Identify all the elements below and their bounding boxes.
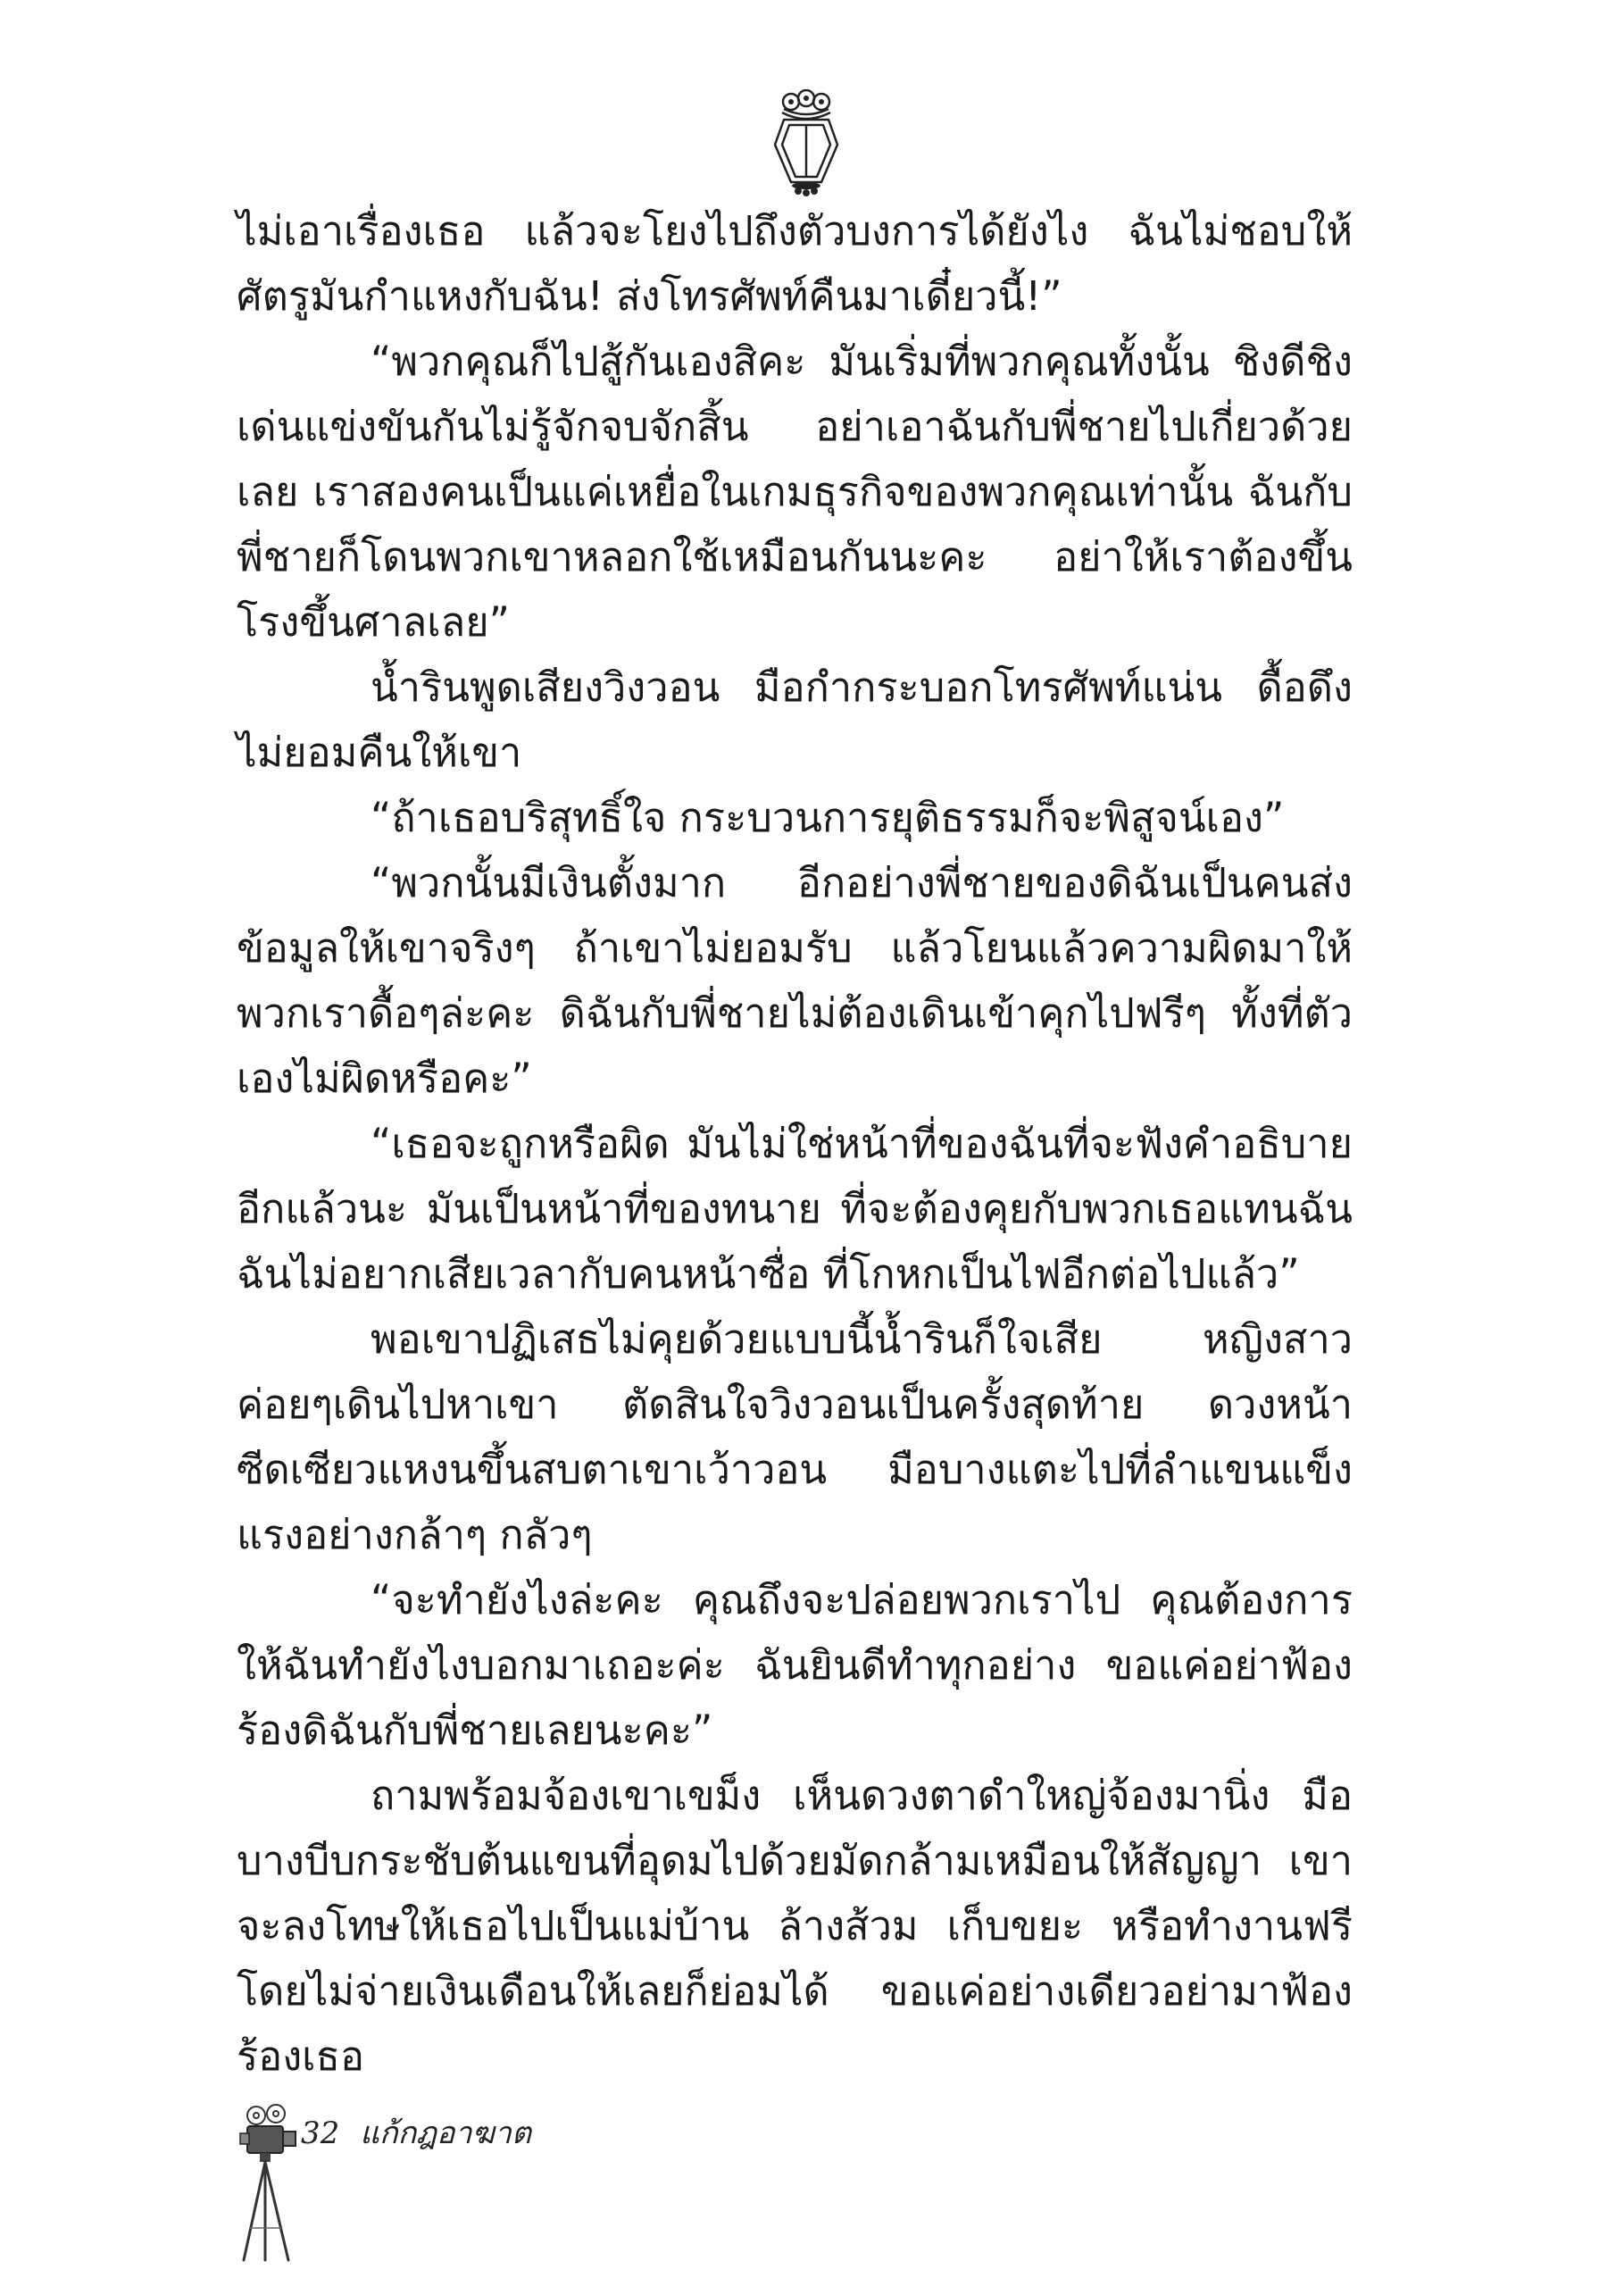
page-number: 32 bbox=[301, 2115, 340, 2151]
lantern-ornament-icon bbox=[757, 89, 855, 196]
paragraph: “ถ้าเธอบริสุทธิ์ใจ กระบวนการยุติธรรมก็จะพิสูจน์เอง” bbox=[371, 794, 1285, 841]
book-title: แก้กฎอาฆาต bbox=[360, 2115, 531, 2151]
paragraph: “เธอจะถูกหรือผิด มันไม่ใช่หน้าที่ของฉันที่จะฟังคำอธิบายอีกแล้วนะ มันเป็นหน้าที่ของทนาย ที่จะต้องคุยกับพวกเธอแทนฉันฉันไม่อยากเสียเวลากับคนหน้าซื่อ ที่โกหกเป็นไฟอีกต่อไปแล้ว” bbox=[237, 1120, 1353, 1298]
paragraph: พอเขาปฏิเสธไม่คุยด้วยแบบนี้น้ำรินก็ใจเสีย หญิงสาวค่อยๆเดินไปหาเขา ตัดสินใจวิงวอนเป็นครั้งสุดท้าย ดวงหน้าซีดเซียวแหงนขึ้นสบตาเขาเว้าวอน มือบางแตะไปที่ลำแขนแข็งแรงอย่างกล้าๆ กลัวๆ bbox=[237, 1315, 1353, 1558]
page-footer bbox=[237, 2103, 594, 2264]
footer-text bbox=[301, 2115, 531, 2151]
paragraph: น้ำรินพูดเสียงวิงวอน มือกำกระบอกโทรศัพท์แน่น ดื้อดึงไม่ยอมคืนให้เขา bbox=[237, 663, 1353, 776]
paragraph: “พวกนั้นมีเงินตั้งมาก อีกอย่างพี่ชายของดิฉันเป็นคนส่งข้อมูลให้เขาจริงๆ ถ้าเขาไม่ยอมรับ แล้วโยนแล้วความผิดมาให้พวกเราดื้อๆล่ะคะ ดิฉันกับพี่ชายไม่ต้องเดินเข้าคุกไปฟรีๆ ทั้งที่ตัวเองไม่ผิดหรือคะ” bbox=[237, 859, 1353, 1102]
paragraph: ไม่เอาเรื่องเธอ แล้วจะโยงไปถึงตัวบงการได้ยังไง ฉันไม่ชอบให้ศัตรูมันกำแหงกับฉัน! ส่งโทรศัพท์คืนมาเดี๋ยวนี้!” bbox=[237, 207, 1353, 320]
film-camera-tripod-icon bbox=[237, 2103, 299, 2264]
paragraph: ถามพร้อมจ้องเขาเขม็ง เห็นดวงตาดำใหญ่จ้องมานิ่ง มือบางบีบกระชับต้นแขนที่อุดมไปด้วยมัดกล้ามเหมือนให้สัญญา เขาจะลงโทษให้เธอไปเป็นแม่บ้าน ล้างส้วม เก็บขยะ หรือทำงานฟรีโดยไม่จ่ายเงินเดือนให้เลยก็ย่อมได้ ขอแค่อย่างเดียวอย่ามาฟ้องร้องเธอ bbox=[237, 1772, 1353, 2080]
paragraph: “จะทำยังไงล่ะคะ คุณถึงจะปล่อยพวกเราไป คุณต้องการให้ฉันทำยังไงบอกมาเถอะค่ะ ฉันยินดีทำทุกอย่าง ขอแค่อย่าฟ้องร้องดิฉันกับพี่ชายเลยนะคะ” bbox=[237, 1576, 1353, 1754]
body-text bbox=[237, 198, 1353, 2089]
paragraph: “พวกคุณก็ไปสู้กันเองสิคะ มันเริ่มที่พวกคุณทั้งนั้น ชิงดีชิงเด่นแข่งขันกันไม่รู้จักจบจักสิ้น อย่าเอาฉันกับพี่ชายไปเกี่ยวด้วยเลย เราสองคนเป็นแค่เหยื่อในเกมธุรกิจของพวกคุณเท่านั้น ฉันกับพี่ชายก็โดนพวกเขาหลอกใช้เหมือนกันนะคะ อย่าให้เราต้องขึ้นโรงขึ้นศาลเลย” bbox=[237, 338, 1353, 646]
